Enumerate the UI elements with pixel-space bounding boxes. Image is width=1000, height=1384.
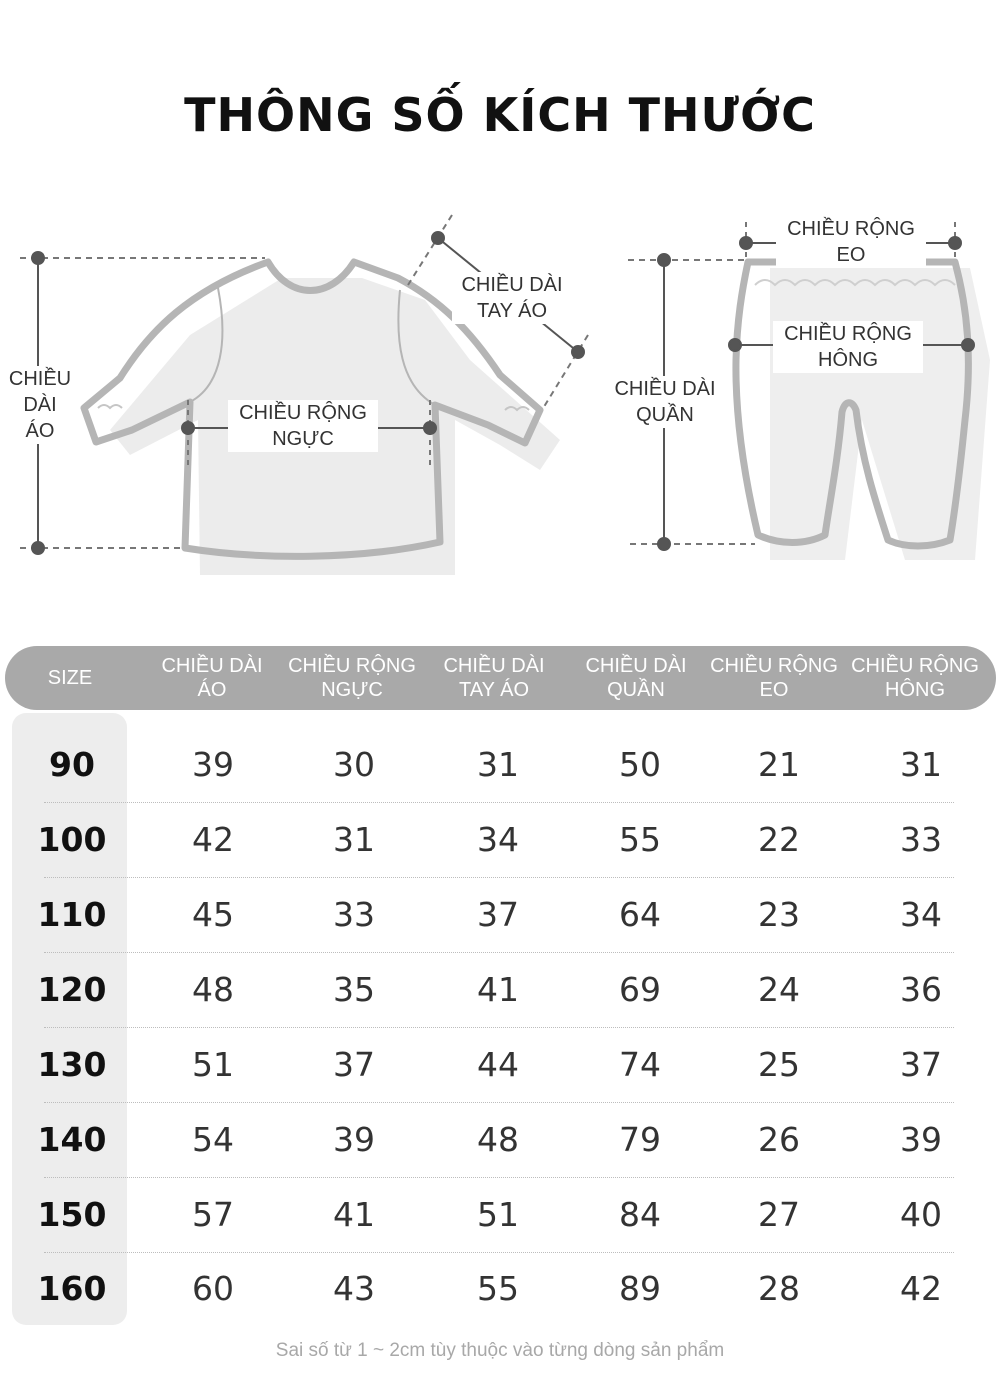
cell-waist-width: 25 [758, 1045, 800, 1084]
cell-chest-width: 39 [333, 1120, 375, 1159]
cell-sleeve-length: 37 [477, 895, 519, 934]
cell-hip-width: 33 [900, 820, 942, 859]
cell-waist-width: 24 [758, 970, 800, 1009]
cell-shirt-length: 42 [192, 820, 234, 859]
cell-size: 130 [37, 1045, 107, 1084]
header-size: SIZE [47, 667, 93, 689]
header-chest-width: CHIỀU RỘNG NGỰC [288, 655, 416, 701]
table-header [5, 646, 996, 710]
label-sleeve-length: CHIỀU DÀI TAY ÁO [452, 272, 572, 324]
cell-pants-length: 64 [619, 895, 661, 934]
cell-size: 120 [37, 970, 107, 1009]
cell-sleeve-length: 55 [477, 1269, 519, 1308]
cell-waist-width: 21 [758, 745, 800, 784]
cell-size: 100 [37, 820, 107, 859]
cell-sleeve-length: 51 [477, 1195, 519, 1234]
label-waist-width: CHIỀU RỘNG EO [776, 216, 926, 268]
cell-shirt-length: 39 [192, 745, 234, 784]
header-waist-width: CHIỀU RỘNG EO [710, 655, 838, 701]
cell-chest-width: 37 [333, 1045, 375, 1084]
header-sleeve-length: CHIỀU DÀI TAY ÁO [443, 655, 545, 701]
cell-hip-width: 34 [900, 895, 942, 934]
cell-chest-width: 43 [333, 1269, 375, 1308]
header-hip-width: CHIỀU RỘNG HÔNG [851, 655, 979, 701]
cell-size: 160 [37, 1269, 107, 1308]
table-row [37, 1103, 954, 1178]
table-row [37, 1252, 954, 1326]
measurement-diagram [0, 200, 1000, 600]
cell-shirt-length: 45 [192, 895, 234, 934]
label-pants-length: CHIỀU DÀI QUẦN [605, 376, 725, 428]
label-hip-width: CHIỀU RỘNG HÔNG [773, 321, 923, 373]
cell-waist-width: 28 [758, 1269, 800, 1308]
cell-pants-length: 55 [619, 820, 661, 859]
cell-pants-length: 84 [619, 1195, 661, 1234]
cell-pants-length: 74 [619, 1045, 661, 1084]
cell-pants-length: 89 [619, 1269, 661, 1308]
cell-hip-width: 36 [900, 970, 942, 1009]
page-title: THÔNG SỐ KÍCH THƯỚC [184, 88, 816, 142]
cell-chest-width: 35 [333, 970, 375, 1009]
cell-shirt-length: 48 [192, 970, 234, 1009]
cell-pants-length: 79 [619, 1120, 661, 1159]
cell-waist-width: 27 [758, 1195, 800, 1234]
cell-waist-width: 26 [758, 1120, 800, 1159]
cell-shirt-length: 54 [192, 1120, 234, 1159]
table-row [37, 803, 954, 878]
cell-hip-width: 37 [900, 1045, 942, 1084]
cell-sleeve-length: 44 [477, 1045, 519, 1084]
cell-sleeve-length: 34 [477, 820, 519, 859]
header-pants-length: CHIỀU DÀI QUẦN [585, 655, 687, 701]
cell-size: 110 [37, 895, 107, 934]
cell-shirt-length: 51 [192, 1045, 234, 1084]
cell-chest-width: 30 [333, 745, 375, 784]
cell-hip-width: 42 [900, 1269, 942, 1308]
cell-sleeve-length: 41 [477, 970, 519, 1009]
tolerance-note: Sai số từ 1 ~ 2cm tùy thuộc vào từng dòng sản phẩm [275, 1340, 725, 1361]
cell-pants-length: 69 [619, 970, 661, 1009]
label-shirt-length: CHIỀU DÀI ÁO [4, 366, 76, 444]
label-chest-width: CHIỀU RỘNG NGỰC [228, 400, 378, 452]
cell-size: 150 [37, 1195, 107, 1234]
cell-hip-width: 39 [900, 1120, 942, 1159]
table-row [44, 728, 954, 803]
cell-chest-width: 33 [333, 895, 375, 934]
cell-sleeve-length: 31 [477, 745, 519, 784]
cell-waist-width: 22 [758, 820, 800, 859]
cell-chest-width: 41 [333, 1195, 375, 1234]
cell-shirt-length: 57 [192, 1195, 234, 1234]
header-shirt-length: CHIỀU DÀI ÁO [161, 655, 263, 701]
table-row [37, 878, 954, 953]
cell-sleeve-length: 48 [477, 1120, 519, 1159]
table-row [37, 953, 954, 1028]
cell-chest-width: 31 [333, 820, 375, 859]
cell-size: 140 [37, 1120, 107, 1159]
table-row [37, 1178, 954, 1253]
cell-size: 90 [49, 745, 95, 784]
cell-hip-width: 31 [900, 745, 942, 784]
cell-waist-width: 23 [758, 895, 800, 934]
table-row [37, 1028, 954, 1103]
cell-hip-width: 40 [900, 1195, 942, 1234]
cell-pants-length: 50 [619, 745, 661, 784]
cell-shirt-length: 60 [192, 1269, 234, 1308]
